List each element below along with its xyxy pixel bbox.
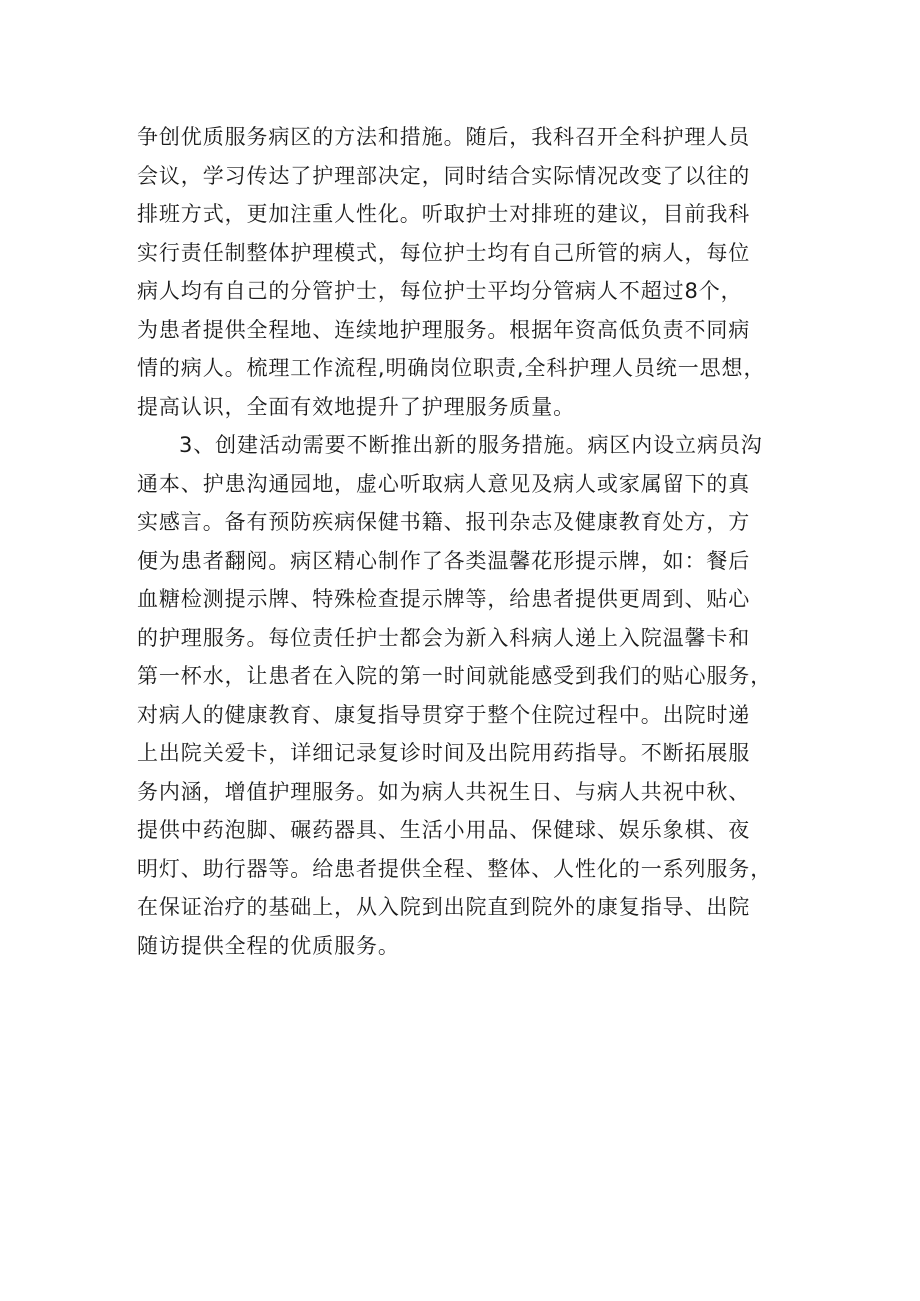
document-body <box>137 118 801 965</box>
text-line: 情的病人。梳理工作流程,明确岗位职责,全科护理人员统一思想， <box>137 356 766 380</box>
text-line: 实感言。备有预防疾病保健书籍、报刊杂志及健康教育处方，方 <box>137 510 751 534</box>
text-line: 提供中药泡脚、碾药器具、生活小用品、保健球、娱乐象棋、夜 <box>137 818 751 842</box>
text-line: 实行责任制整体护理模式，每位护士均有自己所管的病人，每位 <box>137 240 751 265</box>
text-line: 会议，学习传达了护理部决定，同时结合实际情况改变了以往的 <box>137 163 751 188</box>
text-line: 争创优质服务病区的方法和措施。随后，我科召开全科护理人员 <box>137 125 751 149</box>
text-line: 在保证治疗的基础上，从入院到出院直到院外的康复指导、出院 <box>137 895 751 919</box>
paragraph-start-line: 3、创建活动需要不断推出新的服务措施。病区内设立病员沟 <box>179 433 763 457</box>
text-line: 提高认识，全面有效地提升了护理服务质量。 <box>137 394 575 419</box>
text-line: 对病人的健康教育、康复指导贯穿于整个住院过程中。出院时递 <box>137 702 751 727</box>
text-line: 为患者提供全程地、连续地护理服务。根据年资高低负责不同病 <box>137 317 751 342</box>
text-line: 排班方式，更加注重人性化。听取护士对排班的建议，目前我科 <box>137 202 751 226</box>
text-line: 的护理服务。每位责任护士都会为新入科病人递上入院温馨卡和 <box>137 625 751 650</box>
text-line: 上出院关爱卡，详细记录复诊时间及出院用药指导。不断拓展服 <box>137 741 751 765</box>
text-line: 明灯、助行器等。给患者提供全程、整体、人性化的一系列服务， <box>137 856 773 881</box>
text-line: 便为患者翻阅。病区精心制作了各类温馨花形提示牌，如：餐后 <box>137 548 751 573</box>
text-line: 务内涵，增值护理服务。如为病人共祝生日、与病人共祝中秋、 <box>137 779 751 804</box>
text-line: 随访提供全程的优质服务。 <box>137 933 400 958</box>
text-line: 第一杯水，让患者在入院的第一时间就能感受到我们的贴心服务， <box>137 664 773 688</box>
text-line: 通本、护患沟通园地，虚心听取病人意见及病人或家属留下的真 <box>137 471 751 496</box>
text-line: 血糖检测提示牌、特殊检查提示牌等，给患者提供更周到、贴心 <box>137 587 751 611</box>
text-line: 病人均有自己的分管护士，每位护士平均分管病人不超过8个， <box>137 279 743 303</box>
